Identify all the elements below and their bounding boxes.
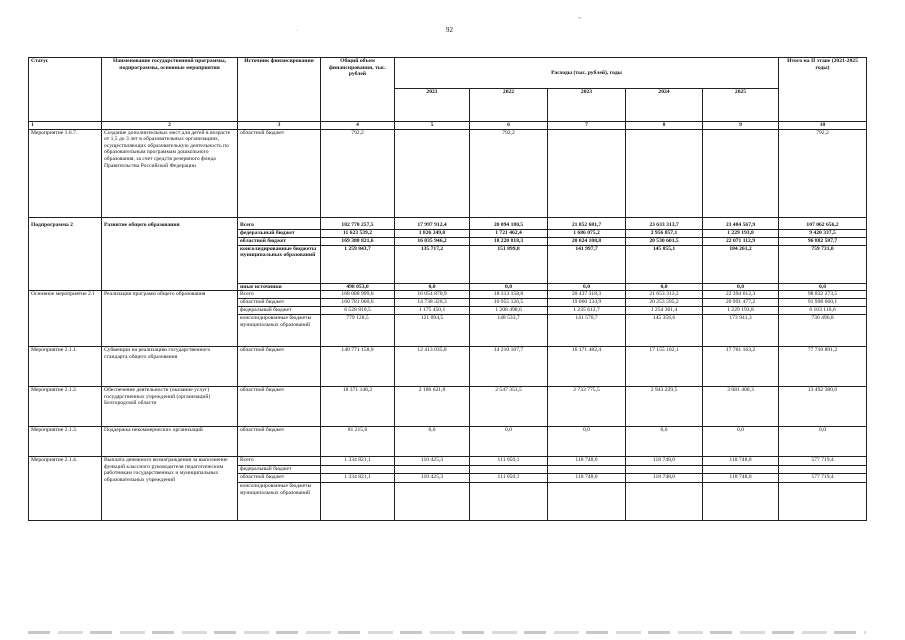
name-cell: Выплата денежного вознаграждения за выполнение функций классного руководителя педагогическим работникам государственных и муниципальных образовательных учреждений: [102, 457, 238, 521]
value-cell: 182 770 257,5: [321, 217, 395, 229]
value-cell: 6 528 810,5: [321, 307, 395, 315]
value-cell: 118 748,0: [626, 474, 703, 483]
value-cell: [321, 466, 395, 474]
status-cell: Мероприятие 2.1.4.: [29, 457, 102, 521]
column-number: 7: [548, 122, 626, 130]
value-cell: 20 530 601,5: [626, 237, 703, 245]
year-header: 2025: [703, 89, 779, 122]
value-cell: 1 334 821,1: [321, 474, 395, 483]
value-cell: 17 155 102,1: [626, 347, 703, 387]
value-cell: 21 653 313,2: [626, 291, 703, 299]
value-cell: 110 425,3: [395, 474, 470, 483]
value-cell: 91 998 660,1: [779, 299, 867, 307]
value-cell: 160 781 060,6: [321, 299, 395, 307]
value-cell: 792,2: [321, 129, 395, 217]
value-cell: 140 771 158,9: [321, 347, 395, 387]
value-cell: 2 186 621,8: [395, 387, 470, 427]
value-cell: 148 533,7: [470, 315, 548, 347]
value-cell: [779, 466, 867, 474]
value-cell: 168 088 999,6: [321, 291, 395, 299]
value-cell: 0,0: [548, 283, 626, 291]
value-cell: 169 388 821,6: [321, 237, 395, 245]
value-cell: [548, 483, 626, 521]
status-cell: Мероприятие 2.1.2.: [29, 387, 102, 427]
header-source: Источник финансирования: [238, 58, 321, 122]
value-cell: 96 882 587,7: [779, 237, 867, 245]
value-cell: 16 035 946,2: [395, 237, 470, 245]
value-cell: 23 484 567,9: [703, 217, 779, 229]
value-cell: 19 060 134,9: [548, 299, 626, 307]
value-cell: 16 955 126,5: [470, 299, 548, 307]
value-cell: 0,0: [395, 283, 470, 291]
value-cell: 0,0: [470, 283, 548, 291]
value-cell: 6 103 116,6: [779, 307, 867, 315]
source-cell: федеральный бюджет: [238, 307, 321, 315]
value-cell: 20 991 477,2: [703, 299, 779, 307]
value-cell: 118 748,0: [703, 457, 779, 466]
year-header: 2021: [395, 89, 470, 122]
value-cell: 22 394 612,3: [703, 291, 779, 299]
value-cell: 1 826 249,0: [395, 229, 470, 237]
value-cell: [703, 129, 779, 217]
year-header: 2022: [470, 89, 548, 122]
header-name: Наименование государственной программы, подпрограммы, основные мероприятия: [102, 58, 238, 122]
value-cell: 1 254 361,4: [626, 307, 703, 315]
value-cell: 17 761 163,2: [703, 347, 779, 387]
value-cell: 759 731,0: [779, 245, 867, 283]
column-number: 5: [395, 122, 470, 130]
value-cell: [321, 483, 395, 521]
value-cell: 1 229 193,8: [703, 307, 779, 315]
column-number: 10: [779, 122, 867, 130]
value-cell: 22 071 112,9: [703, 237, 779, 245]
value-cell: 12 413 035,8: [395, 347, 470, 387]
header-stage2: Итого на II этапе (2021-2025 годы): [779, 58, 867, 122]
value-cell: 577 719,4: [779, 474, 867, 483]
status-cell: Подпрограмма 2: [29, 217, 102, 291]
column-number: 1: [29, 122, 102, 130]
source-cell: областной бюджет: [238, 237, 321, 245]
source-cell: иные источники: [238, 283, 321, 291]
value-cell: [703, 483, 779, 521]
source-cell: федеральный бюджет: [238, 466, 321, 474]
table-row: [29, 457, 867, 466]
status-cell: Мероприятие 2.1.1.: [29, 347, 102, 387]
value-cell: 730 496,8: [779, 315, 867, 347]
value-cell: 20 437 318,3: [548, 291, 626, 299]
value-cell: 1 334 821,1: [321, 457, 395, 466]
source-cell: областной бюджет: [238, 129, 321, 217]
value-cell: [470, 483, 548, 521]
source-cell: консолидированные бюджеты муниципальных образований: [238, 483, 321, 521]
value-cell: 135 717,2: [395, 245, 470, 283]
value-cell: 77 710 891,2: [779, 347, 867, 387]
value-cell: [626, 466, 703, 474]
value-cell: [395, 466, 470, 474]
value-cell: 145 855,1: [626, 245, 703, 283]
year-header: 2023: [548, 89, 626, 122]
source-cell: областной бюджет: [238, 347, 321, 387]
value-cell: 13 492 380,6: [779, 387, 867, 427]
column-number: 2: [102, 122, 238, 130]
value-cell: 0,0: [626, 427, 703, 457]
value-cell: 779 128,5: [321, 315, 395, 347]
value-cell: [395, 129, 470, 217]
value-cell: 118 748,0: [548, 474, 626, 483]
value-cell: 110 425,3: [395, 457, 470, 466]
column-number: 8: [626, 122, 703, 130]
name-cell: Развитие общего образования: [102, 217, 238, 291]
source-cell: областной бюджет: [238, 474, 321, 483]
source-cell: консолидированные бюджеты муниципальных образований: [238, 245, 321, 283]
value-cell: 14 210 107,7: [470, 347, 548, 387]
value-cell: 498 053,0: [321, 283, 395, 291]
value-cell: 17 997 912,4: [395, 217, 470, 229]
source-cell: областной бюджет: [238, 427, 321, 457]
name-cell: Реализация программ общего образования: [102, 291, 238, 347]
table-row: [29, 387, 867, 427]
value-cell: 81 215,0: [321, 427, 395, 457]
value-cell: 18 220 818,3: [470, 237, 548, 245]
value-cell: 98 832 273,5: [779, 291, 867, 299]
value-cell: 121 094,5: [395, 315, 470, 347]
value-cell: [779, 483, 867, 521]
year-header: 2024: [626, 89, 703, 122]
table-row: [29, 129, 867, 217]
value-cell: 23 633 313,7: [626, 217, 703, 229]
status-cell: Мероприятие 2.1.3.: [29, 427, 102, 457]
value-cell: 2 956 857,1: [626, 229, 703, 237]
value-cell: 2 547 353,5: [470, 387, 548, 427]
value-cell: [548, 129, 626, 217]
value-cell: 2 733 775,5: [548, 387, 626, 427]
header-expenses: Расходы (тыс. рублей), годы: [395, 58, 779, 89]
value-cell: 107 062 656,2: [779, 217, 867, 229]
value-cell: 21 852 681,7: [548, 217, 626, 229]
value-cell: [548, 466, 626, 474]
source-cell: областной бюджет: [238, 299, 321, 307]
table-body: [29, 58, 867, 521]
value-cell: 0,0: [703, 283, 779, 291]
value-cell: 16 054 870,9: [395, 291, 470, 299]
name-cell: Обеспечение деятельности (оказание услуг) государственных учреждений (организаций) Белгородской области: [102, 387, 238, 427]
source-cell: Всего: [238, 457, 321, 466]
value-cell: 0,0: [470, 427, 548, 457]
scan-edge: [28, 631, 866, 634]
value-cell: 16 171 482,4: [548, 347, 626, 387]
value-cell: 118 748,0: [548, 457, 626, 466]
column-number: 4: [321, 122, 395, 130]
table-row: [29, 291, 867, 299]
value-cell: 1 208 498,6: [470, 307, 548, 315]
value-cell: 111 050,1: [470, 474, 548, 483]
value-cell: 111 050,1: [470, 457, 548, 466]
value-cell: 1 686 075,2: [548, 229, 626, 237]
column-number: 3: [238, 122, 321, 130]
value-cell: 2 943 229,5: [626, 387, 703, 427]
value-cell: 141 570,7: [548, 315, 626, 347]
status-cell: Мероприятие 1.6.7.: [29, 129, 102, 217]
header-total: Общий объем финансирования, тыс. рублей: [321, 58, 395, 122]
value-cell: 18 313 158,8: [470, 291, 548, 299]
value-cell: 118 748,0: [703, 474, 779, 483]
value-cell: 20 094 180,5: [470, 217, 548, 229]
value-cell: 792,2: [470, 129, 548, 217]
source-cell: федеральный бюджет: [238, 229, 321, 237]
value-cell: 118 748,0: [626, 457, 703, 466]
scan-mark: ~: [578, 16, 582, 22]
value-cell: 792,2: [779, 129, 867, 217]
page-number: 92: [446, 26, 453, 34]
table-row: [29, 217, 867, 229]
value-cell: [470, 466, 548, 474]
table-row: [29, 347, 867, 387]
value-cell: 3 081 400,3: [703, 387, 779, 427]
value-cell: [703, 466, 779, 474]
value-cell: 151 899,8: [470, 245, 548, 283]
value-cell: 0,0: [548, 427, 626, 457]
value-cell: 1 721 462,4: [470, 229, 548, 237]
value-cell: 1 175 450,1: [395, 307, 470, 315]
value-cell: 14 738 326,3: [395, 299, 470, 307]
value-cell: 0,0: [779, 283, 867, 291]
value-cell: 0,0: [626, 283, 703, 291]
value-cell: 11 623 539,2: [321, 229, 395, 237]
value-cell: 20 024 108,8: [548, 237, 626, 245]
value-cell: 1 229 193,8: [703, 229, 779, 237]
value-cell: 1 235 612,7: [548, 307, 626, 315]
name-cell: Поддержка некоммерческих организаций: [102, 427, 238, 457]
name-cell: Создание дополнительных мест для детей в возрасте от 1,5 до 3 лет в образовательных организациях, осуществляющих образовательную деятельность по образовательным программам дошкольного образования, за счет средств резервного фонда Правительства Российской Федерации: [102, 129, 238, 217]
value-cell: 184 261,2: [703, 245, 779, 283]
source-cell: Всего: [238, 291, 321, 299]
value-cell: 20 253 595,2: [626, 299, 703, 307]
table-row: [29, 427, 867, 457]
value-cell: [626, 483, 703, 521]
source-cell: Всего: [238, 217, 321, 229]
header-status: Статус: [29, 58, 102, 122]
value-cell: 141 997,7: [548, 245, 626, 283]
value-cell: 0,0: [395, 427, 470, 457]
source-cell: областной бюджет: [238, 387, 321, 427]
value-cell: 577 719,4: [779, 457, 867, 466]
header-row: [29, 58, 867, 89]
value-cell: [395, 483, 470, 521]
value-cell: 0,0: [779, 427, 867, 457]
value-cell: 173 941,3: [703, 315, 779, 347]
column-number: 9: [703, 122, 779, 130]
value-cell: 145 356,6: [626, 315, 703, 347]
column-numbers-row: [29, 122, 867, 130]
budget-table: [28, 57, 867, 521]
value-cell: 1 259 843,7: [321, 245, 395, 283]
source-cell: консолидированные бюджеты муниципальных образований: [238, 315, 321, 347]
value-cell: [626, 129, 703, 217]
scan-mark: ·: [296, 28, 298, 34]
column-number: 6: [470, 122, 548, 130]
status-cell: Основное мероприятие 2.1: [29, 291, 102, 347]
name-cell: Субвенции на реализацию государственного стандарта общего образования: [102, 347, 238, 387]
value-cell: 0,0: [703, 427, 779, 457]
value-cell: 9 420 337,5: [779, 229, 867, 237]
value-cell: 18 371 146,2: [321, 387, 395, 427]
